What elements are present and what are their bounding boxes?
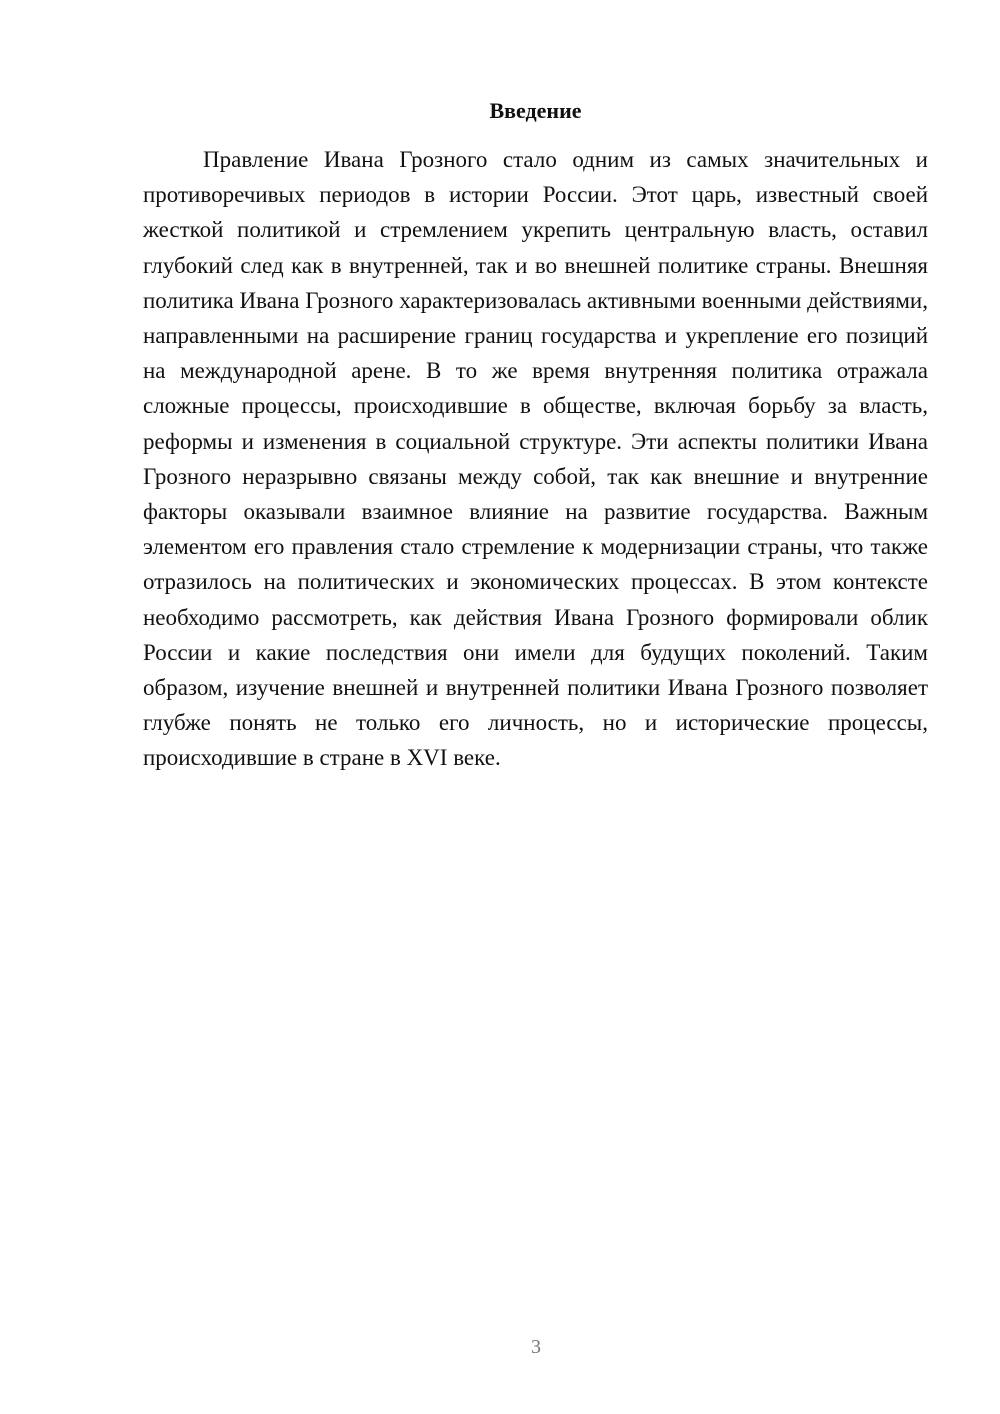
- intro-paragraph: Правление Ивана Грозного стало одним из самых значительных и противоречивых периодов в истории России. Этот царь, известный своей жесткой политикой и стремлением укрепить центральную власть, оставил глубокий след как в внутренней, так и во внешней политике страны. Внешняя политика Ивана Грозного характеризовалась активными военными действиями, направленными на расширение границ государства и укрепление его позиций на международной арене. В то же время внутренняя политика отражала сложные процессы, происходившие в обществе, включая борьбу за власть, реформы и изменения в социальной структуре. Эти аспекты политики Ивана Грозного неразрывно связаны между собой, так как внешние и внутренние факторы оказывали взаимное влияние на развитие государства. Важным элементом его правления стало стремление к модернизации страны, что также отразилось на политических и экономических процессах. В этом контексте необходимо рассмотреть, как действия Ивана Грозного формировали облик России и какие последствия они имели для будущих поколений. Таким образом, изучение внешней и внутренней политики Ивана Грозного позволяет глубже понять не только его личность, но и исторические процессы, происходившие в стране в XVI веке.: [143, 147, 928, 771]
- page-number: 3: [531, 1336, 541, 1358]
- section-heading: Введение: [489, 98, 582, 123]
